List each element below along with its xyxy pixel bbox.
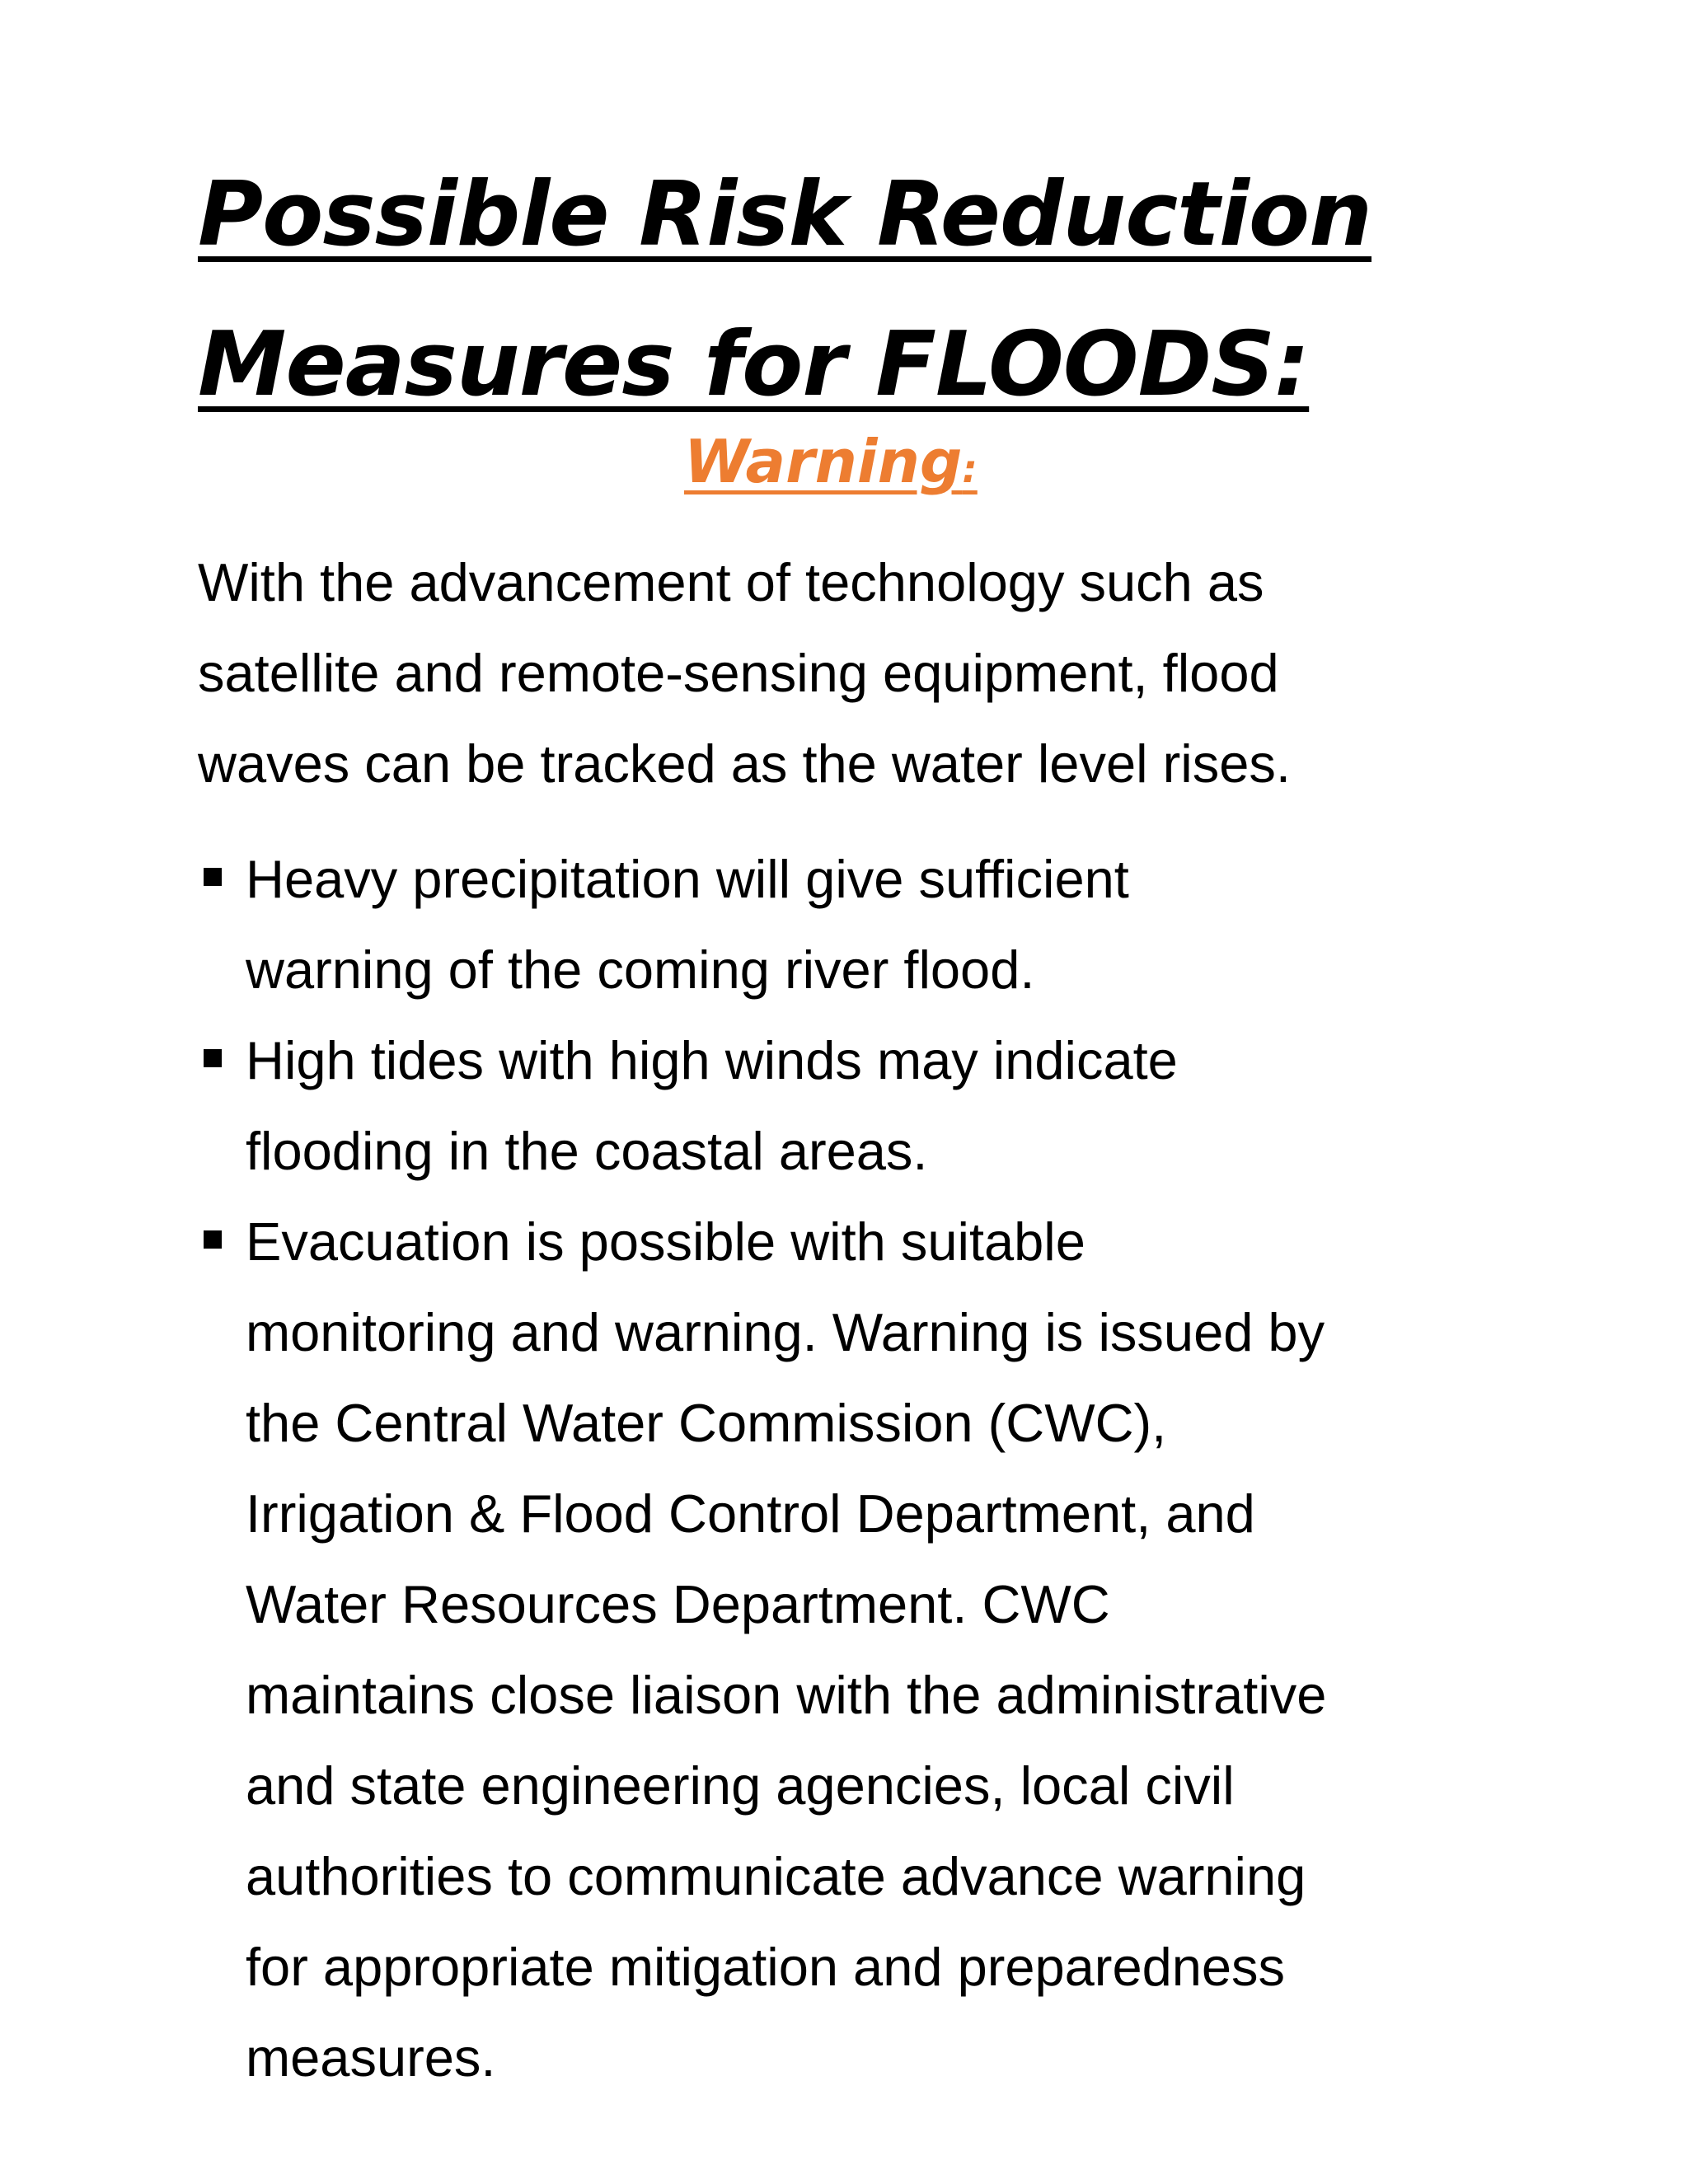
bullet-line: and state engineering agencies, local civil <box>246 1755 1235 1816</box>
intro-line: With the advancement of technology such as <box>198 552 1264 612</box>
bullet-line: Evacuation is possible with suitable <box>246 1212 1085 1272</box>
bullet-line: warning of the coming river flood. <box>246 940 1035 1000</box>
title-line-2: Measures for FLOODS: <box>198 313 1310 416</box>
bullet-line: Irrigation & Flood Control Department, and <box>246 1483 1255 1544</box>
bullet-list <box>198 834 1533 2103</box>
intro-line: satellite and remote-sensing equipment, flood <box>198 643 1279 703</box>
bullet-item-high-tides <box>198 1015 1533 1197</box>
section-heading-colon: : <box>962 447 978 491</box>
square-bullet-icon <box>204 868 222 886</box>
bullet-item-evacuation <box>198 1197 1533 2103</box>
title-line-1: Possible Risk Reduction <box>198 163 1372 266</box>
bullet-line: flooding in the coastal areas. <box>246 1121 928 1181</box>
bullet-line: authorities to communicate advance warning <box>246 1846 1306 1906</box>
square-bullet-icon <box>204 1049 222 1067</box>
square-bullet-icon <box>204 1230 222 1249</box>
bullet-line: Water Resources Department. CWC <box>246 1574 1110 1634</box>
intro-paragraph <box>198 537 1533 809</box>
bullet-line: High tides with high winds may indicate <box>246 1030 1178 1090</box>
section-heading-warning <box>684 420 978 510</box>
bullet-line: maintains close liaison with the administrative <box>246 1665 1327 1725</box>
bullet-line: the Central Water Commission (CWC), <box>246 1393 1167 1453</box>
intro-line: waves can be tracked as the water level rises. <box>198 733 1291 794</box>
section-heading-text: Warning <box>684 427 963 496</box>
bullet-line: Heavy precipitation will give sufficient <box>246 849 1129 909</box>
bullet-line: for appropriate mitigation and preparedness <box>246 1937 1286 1997</box>
bullet-line: measures. <box>246 2027 496 2088</box>
bullet-line: monitoring and warning. Warning is issued by <box>246 1302 1325 1362</box>
bullet-item-heavy-precipitation <box>198 834 1533 1015</box>
page-title <box>198 140 1533 440</box>
